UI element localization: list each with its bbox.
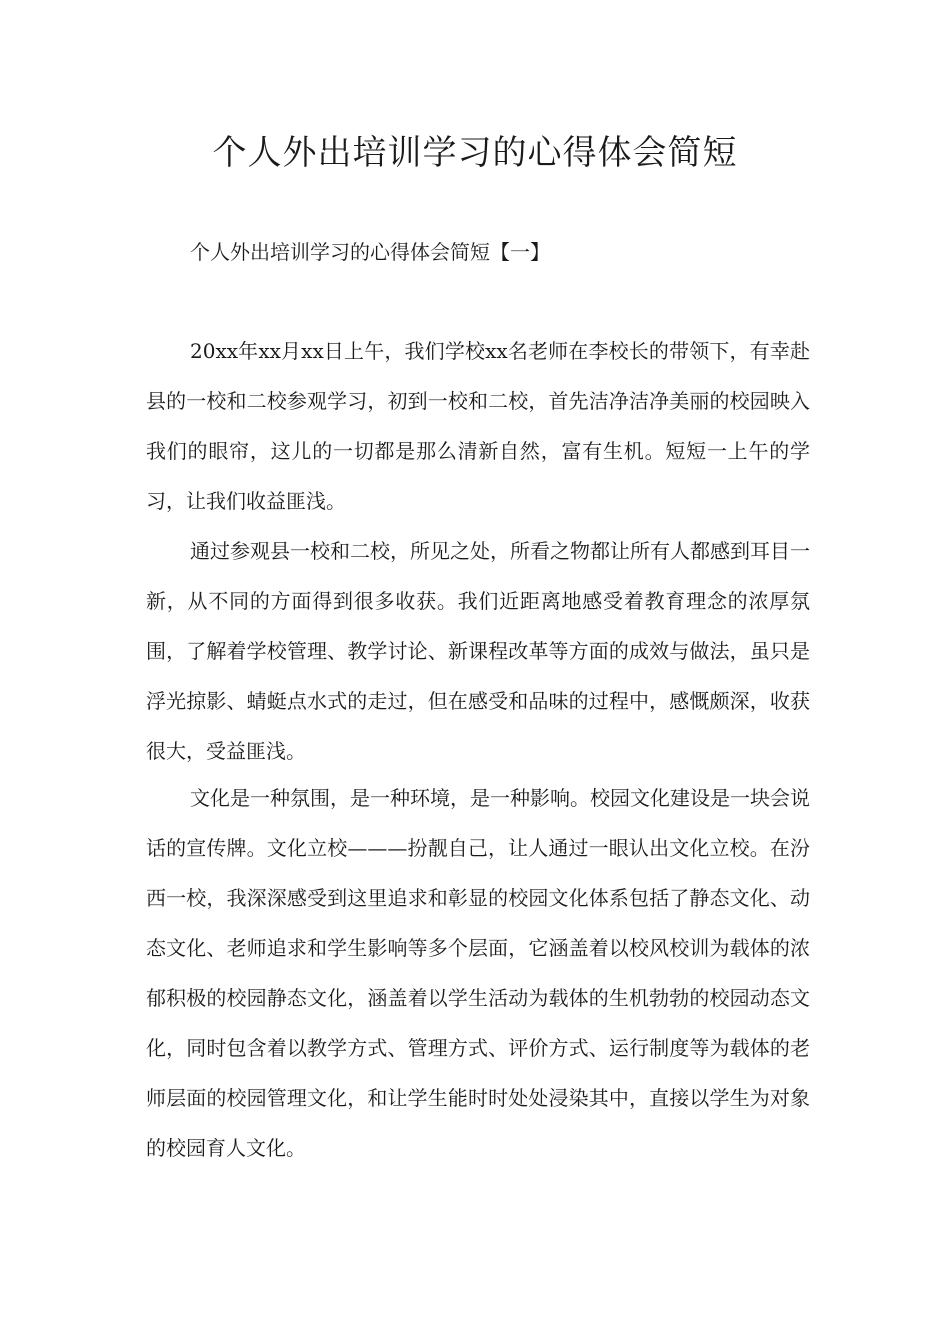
section-heading: 个人外出培训学习的心得体会简短【一】	[190, 240, 550, 264]
document-title: 个人外出培训学习的心得体会简短	[212, 133, 738, 173]
paragraph: 通过参观县一校和二校，所见之处，所看之物都让所有人都感到耳目一新，从不同的方面得到很多收获。我们近距离地感受着教育理念的浓厚氛围，了解着学校管理、教学讨论、新课程改革等方面的成效与做法，虽只是浮光掠影、蜻蜓点水式的走过，但在感受和品味的过程中，感慨颇深，收获很大，受益匪浅。	[146, 539, 810, 763]
paragraph: 文化是一种氛围，是一种环境，是一种影响。校园文化建设是一块会说话的宣传牌。文化立校———扮靓自己，让人通过一眼认出文化立校。在汾西一校，我深深感受到这里追求和彰显的校园文化体系包括了静态文化、动态文化、老师追求和学生影响等多个层面，它涵盖着以校风校训为载体的浓郁积极的校园静态文化，涵盖着以学生活动为载体的生机勃勃的校园动态文化，同时包含着以教学方式、管理方式、评价方式、运行制度等为载体的老师层面的校园管理文化，和让学生能时时处处浸染其中，直接以学生为对象的校园育人文化。	[146, 786, 810, 1160]
paragraph: 20xx年xx月xx日上午，我们学校xx名老师在李校长的带领下，有幸赴县的一校和二校参观学习，初到一校和二校，首先洁净洁净美丽的校园映入我们的眼帘，这儿的一切都是那么清新自然，富有生机。短短一上午的学习，让我们收益匪浅。	[146, 339, 810, 513]
